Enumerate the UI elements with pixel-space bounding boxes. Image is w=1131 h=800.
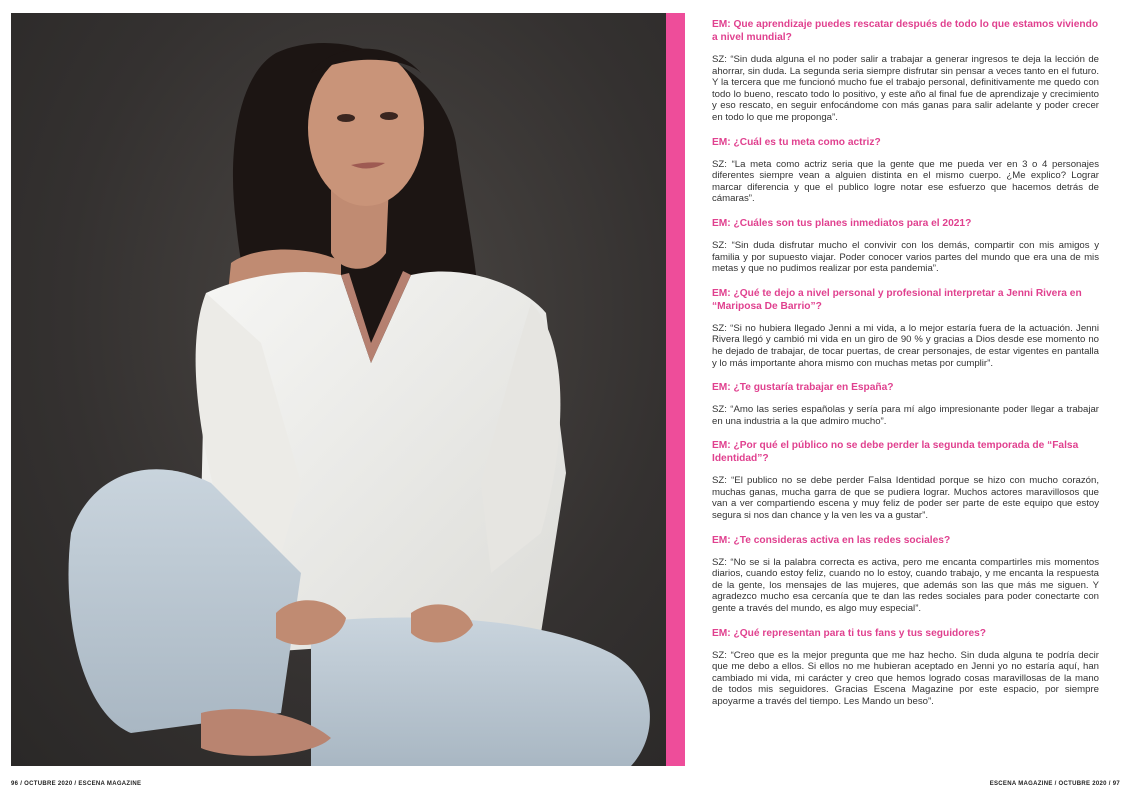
- interview-question: EM: ¿Por qué el público no se debe perder la segunda temporada de “Falsa Identidad”?: [712, 440, 1079, 465]
- interview-answer: SZ: “Sin duda disfrutar mucho el convivir con los demás, compartir con mis amigos y familia y por supuesto viajar. Poder conocer varios partes del mundo que era una de mis metas y que no pudimos realizar por esta pandemia”.: [712, 239, 1099, 275]
- interview-answer: SZ: “Amo las series españolas y sería para mí algo impresionante poder llegar a trabajar en una industria a la que admiro mucho”.: [712, 404, 1099, 427]
- interview-question: EM: ¿Te consideras activa en las redes sociales?: [712, 534, 951, 546]
- interview-question: EM: ¿Te gustaría trabajar en España?: [712, 382, 894, 394]
- interview-text: [712, 18, 1099, 720]
- page-footer-left: 96 / OCTUBRE 2020 / ESCENA MAGAZINE: [11, 781, 142, 787]
- interview-question: EM: ¿Cuáles son tus planes inmediatos para el 2021?: [712, 217, 972, 229]
- interview-answer: SZ: “No se si la palabra correcta es activa, pero me encanta compartirles mis momentos diarios, cuando estoy feliz, cuando no lo estoy, cuando trabajo, y me encanta la respuesta de la gente, los mensajes de las mujeres, que además son las que más me siguen. Y agradezco mucho esa cercanía que te dan las redes sociales para poder conectarte con gente a través del mundo, es algo muy especial”.: [712, 556, 1099, 615]
- portrait-illustration: [11, 13, 666, 766]
- interview-question: EM: ¿Qué te dejo a nivel personal y profesional interpretar a Jenni Rivera en “Mariposa De Barrio”?: [712, 287, 1082, 312]
- interview-answer: SZ: “El publico no se debe perder Falsa Identidad porque se hizo con mucho corazón, muchas ganas, mucha garra de que se pudiera lograr. Muchos actores maravillosos que van a ver compartiendo escena y muy feliz de poder ser parte de este equipo que estoy segura si nos dan chance y la ven les va a gustar”.: [712, 475, 1099, 522]
- interview-answer: SZ: “La meta como actriz seria que la gente que me pueda ver en 3 o 4 personajes diferentes siempre vean a alguien distinta en el mismo cuerpo. ¿Me explico? Lograr marcar diferencia y que el publico logre notar ese esfuerzo que hacemos detrás de cámaras”.: [712, 158, 1099, 205]
- interview-question: EM: Que aprendizaje puedes rescatar después de todo lo que estamos viviendo a nivel mundial?: [712, 19, 1099, 43]
- accent-bar: [666, 13, 685, 766]
- interview-question: EM: ¿Qué representan para ti tus fans y tus seguidores?: [712, 627, 986, 639]
- interview-answer: SZ: “Sin duda alguna el no poder salir a trabajar a generar ingresos te deja la lección de ahorrar, sin duda. La segunda seria siempre disfrutar sin pensar a veces tanto en el futuro. Y la tercera que me funcionó mucho fue el trabajo personal, definitivamente me quedo con todo lo bueno, rescato todo lo positivo, y este año al final fue de aprendizaje y crecimiento y eso rescato, en seguir enfocándome con más ganas para salir adelante y poder crecer en todo lo que me proponga”.: [712, 54, 1099, 123]
- portrait-photo: [11, 13, 666, 766]
- interview-question: EM: ¿Cuál es tu meta como actriz?: [712, 136, 881, 148]
- interview-answer: SZ: “Si no hubiera llegado Jenni a mi vida, a lo mejor estaría fuera de la actuación. Jenni Rivera llegó y cambió mi vida en un giro de 90 % y gracias a Dios desde ese momento no he dejado de trabajar, de tocar puertas, de crear personajes, de estar vigentes en pantalla y lo más importante ahora mismo con muchas metas por cumplir”.: [712, 322, 1099, 369]
- page-footer-right: ESCENA MAGAZINE / OCTUBRE 2020 / 97: [989, 781, 1120, 787]
- interview-answer: SZ: “Creo que es la mejor pregunta que me haz hecho. Sin duda alguna te podría decir que me debo a ellos. Si ellos no me hubieran aceptado en Jenni yo no estaría aquí, han cambiado mi vida, mi carácter y creo que hemos logrado cosas maravillosas de la mano de todos mis seguidores. Gracias Escena Magazine por este espacio, por siempre apoyarme a través del tiempo. Les Mando un beso”.: [712, 649, 1099, 707]
